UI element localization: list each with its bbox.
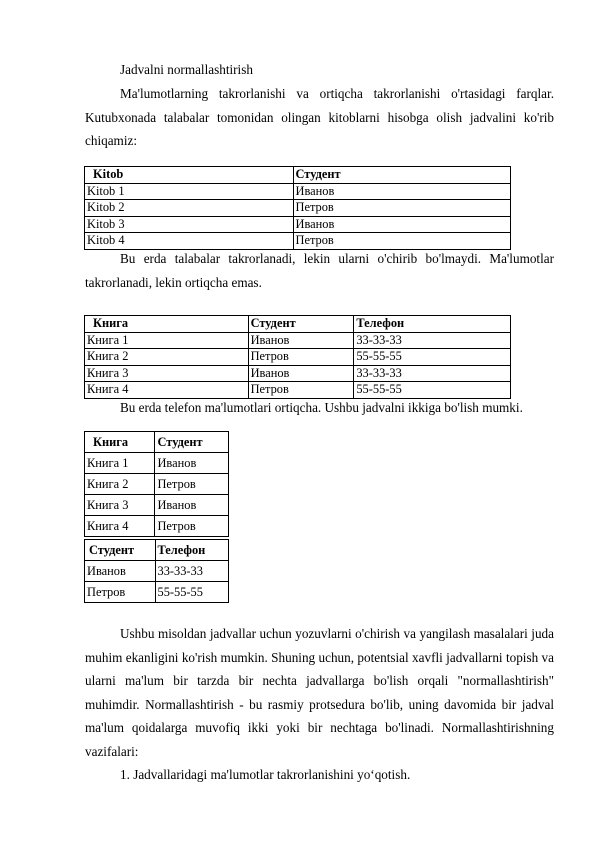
column-header: Телефон	[354, 316, 511, 333]
table-cell: Петров	[85, 582, 156, 603]
table-row	[85, 332, 511, 349]
table-cell: Книга 3	[85, 365, 249, 382]
table-row	[85, 495, 229, 516]
table-cell: Иванов	[155, 453, 229, 474]
column-header: Студент	[155, 432, 229, 453]
table-cell: 33-33-33	[354, 332, 511, 349]
table-cell: Петров	[293, 200, 511, 217]
table-cell: Kitob 4	[85, 233, 294, 250]
table2-comment: Bu erda telefon ma'lumotlari ortiqcha. Ushbu jadvalni ikkiga bo'lish mumki.	[120, 400, 523, 415]
table-cell: Kitob 1	[85, 183, 294, 200]
table-cell: 33-33-33	[354, 365, 511, 382]
table-header-row	[85, 540, 229, 561]
table-cell: 55-55-55	[354, 349, 511, 366]
column-header: Книга	[85, 432, 155, 453]
column-header: Телефон	[155, 540, 228, 561]
table-header-row	[85, 432, 229, 453]
table-row	[85, 516, 229, 537]
table-cell: Книга 4	[85, 516, 155, 537]
table-cell: Kitob 2	[85, 200, 294, 217]
table-header-row	[85, 316, 511, 333]
list-item: 1. Jadvallaridagi ma'lumotlar takrorlanishini yo‘qotish.	[120, 767, 411, 782]
table-cell: Иванов	[248, 332, 354, 349]
table-row	[85, 582, 229, 603]
table-cell: Иванов	[248, 365, 354, 382]
table-cell: Книга 3	[85, 495, 155, 516]
table-row	[85, 561, 229, 582]
table-row	[85, 474, 229, 495]
table-cell: Книга 2	[85, 474, 155, 495]
section-heading: Jadvalni normallashtirish	[120, 62, 253, 77]
intro-paragraph: Ma'lumotlarning takrorlanishi va ortiqcha takrorlanishi o'rtasidagi farqlar. Kutubxonada talabalar tomonidan olingan kitoblarni hisobga olish jadvalini ko'rib chiqamiz:	[85, 86, 554, 148]
column-header: Студент	[248, 316, 354, 333]
table-cell: 55-55-55	[155, 582, 228, 603]
table-cell: Книга 1	[85, 332, 249, 349]
column-header: Книга	[85, 316, 249, 333]
table-cell: Иванов	[155, 495, 229, 516]
table-row	[85, 200, 511, 217]
students-phones-split-table	[84, 539, 229, 603]
table-row	[85, 349, 511, 366]
books-students-phones-table	[84, 315, 511, 399]
table-cell: 55-55-55	[354, 382, 511, 399]
table-cell: Книга 1	[85, 453, 155, 474]
table-row	[85, 183, 511, 200]
table-cell: Книга 2	[85, 349, 249, 366]
table-cell: Kitob 3	[85, 216, 294, 233]
table-cell: Книга 4	[85, 382, 249, 399]
table1-comment: Bu erda talabalar takrorlanadi, lekin ularni o'chirib bo'lmaydi. Ma'lumotlar takrorlanadi, lekin ortiqcha emas.	[85, 251, 554, 290]
table-cell: Иванов	[85, 561, 156, 582]
table-cell: Петров	[155, 474, 229, 495]
column-header: Kitob	[85, 167, 294, 184]
table-row	[85, 216, 511, 233]
table-row	[85, 365, 511, 382]
table-cell: Петров	[293, 233, 511, 250]
conclusion-paragraph: Ushbu misoldan jadvallar uchun yozuvlarni o'chirish va yangilash masalalari juda muhim ekanligini ko'rish mumkin. Shuning uchun, potentsial xavfli jadvallarni topish va ularni ma'lum bir tarzda bir nechta jadvallarga bo'lish orqali "normallashtirish" muhimdir. Normallashtirish - bu rasmiy protsedura bo'lib, uning davomida bir jadval ma'lum qoidalarga muvofiq ikki yoki bir nechtaga bo'linadi. Normallashtirishning vazifalari:	[85, 626, 554, 759]
table-row	[85, 453, 229, 474]
table-header-row	[85, 167, 511, 184]
books-students-split-table	[84, 431, 229, 537]
table-cell: Петров	[248, 349, 354, 366]
table-cell: Петров	[248, 382, 354, 399]
table-cell: Петров	[155, 516, 229, 537]
books-students-table	[84, 166, 511, 250]
column-header: Студент	[85, 540, 156, 561]
table-cell: Иванов	[293, 183, 511, 200]
table-cell: 33-33-33	[155, 561, 228, 582]
table-cell: Иванов	[293, 216, 511, 233]
column-header: Студент	[293, 167, 511, 184]
